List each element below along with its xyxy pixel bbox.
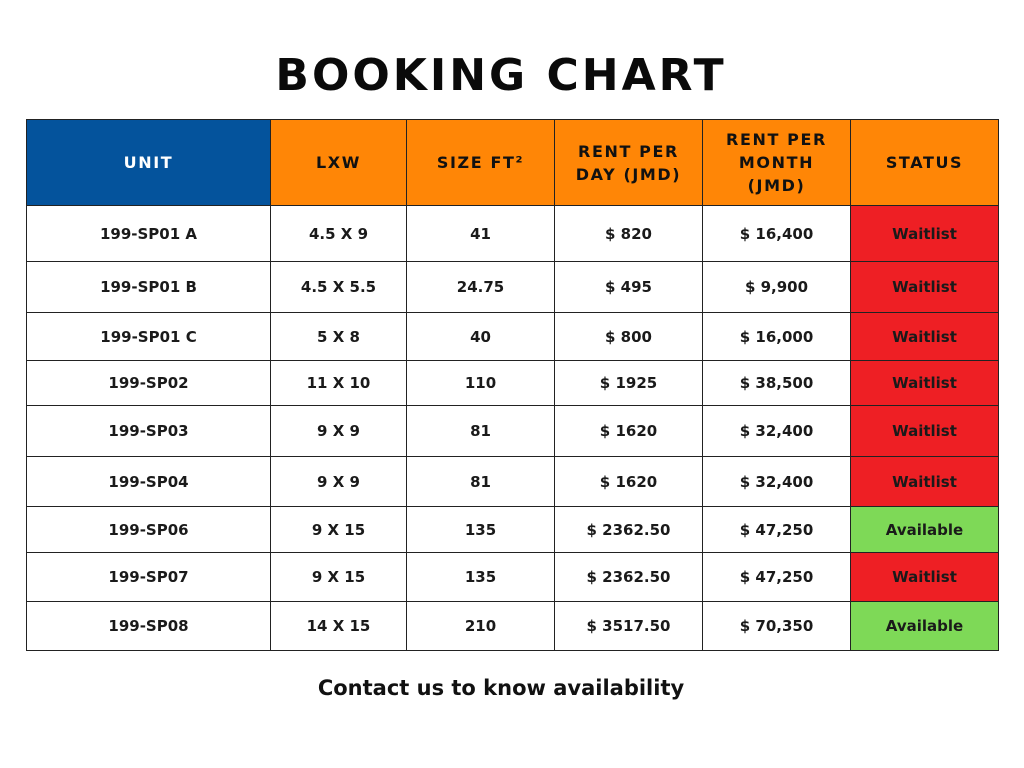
cell-rent-per-day: $ 2362.50	[555, 553, 703, 602]
header-rent-per-day: RENT PER DAY (JMD)	[555, 120, 703, 206]
table-row	[27, 553, 999, 602]
header-size: SIZE FT²	[407, 120, 555, 206]
cell-rent-per-month: $ 9,900	[703, 262, 851, 313]
cell-rent-per-day: $ 1620	[555, 457, 703, 507]
header-lxw: LXW	[271, 120, 407, 206]
status-badge: Waitlist	[851, 206, 999, 262]
cell-lxw: 4.5 X 5.5	[271, 262, 407, 313]
cell-rent-per-month: $ 16,400	[703, 206, 851, 262]
cell-size: 24.75	[407, 262, 555, 313]
table-row	[27, 361, 999, 406]
cell-size: 81	[407, 406, 555, 457]
table-row	[27, 602, 999, 651]
cell-lxw: 14 X 15	[271, 602, 407, 651]
table-row	[27, 313, 999, 361]
header-unit: UNIT	[27, 120, 271, 206]
cell-unit: 199-SP01 B	[27, 262, 271, 313]
cell-size: 81	[407, 457, 555, 507]
cell-rent-per-month: $ 38,500	[703, 361, 851, 406]
cell-size: 40	[407, 313, 555, 361]
cell-rent-per-day: $ 1620	[555, 406, 703, 457]
cell-lxw: 9 X 15	[271, 507, 407, 553]
cell-rent-per-month: $ 47,250	[703, 507, 851, 553]
cell-rent-per-day: $ 800	[555, 313, 703, 361]
cell-unit: 199-SP01 C	[27, 313, 271, 361]
status-badge: Waitlist	[851, 313, 999, 361]
cell-lxw: 9 X 15	[271, 553, 407, 602]
footer-note: Contact us to know availability	[317, 676, 685, 700]
cell-size: 41	[407, 206, 555, 262]
cell-rent-per-month: $ 16,000	[703, 313, 851, 361]
status-badge: Waitlist	[851, 406, 999, 457]
status-badge: Waitlist	[851, 457, 999, 507]
cell-rent-per-month: $ 47,250	[703, 553, 851, 602]
cell-rent-per-month: $ 70,350	[703, 602, 851, 651]
cell-lxw: 11 X 10	[271, 361, 407, 406]
page-title: BOOKING CHART	[275, 50, 727, 101]
cell-size: 135	[407, 507, 555, 553]
booking-table	[26, 119, 999, 651]
cell-lxw: 9 X 9	[271, 406, 407, 457]
status-badge: Waitlist	[851, 553, 999, 602]
cell-rent-per-day: $ 495	[555, 262, 703, 313]
table-row	[27, 206, 999, 262]
table-row	[27, 262, 999, 313]
status-badge: Waitlist	[851, 262, 999, 313]
status-badge: Available	[851, 507, 999, 553]
status-badge: Waitlist	[851, 361, 999, 406]
cell-rent-per-day: $ 1925	[555, 361, 703, 406]
cell-size: 210	[407, 602, 555, 651]
cell-size: 135	[407, 553, 555, 602]
table-row	[27, 406, 999, 457]
status-badge: Available	[851, 602, 999, 651]
table-row	[27, 507, 999, 553]
cell-unit: 199-SP04	[27, 457, 271, 507]
table-body	[27, 206, 999, 651]
cell-unit: 199-SP02	[27, 361, 271, 406]
cell-rent-per-month: $ 32,400	[703, 457, 851, 507]
cell-unit: 199-SP07	[27, 553, 271, 602]
cell-rent-per-month: $ 32,400	[703, 406, 851, 457]
header-status: STATUS	[851, 120, 999, 206]
cell-unit: 199-SP08	[27, 602, 271, 651]
cell-rent-per-day: $ 3517.50	[555, 602, 703, 651]
cell-size: 110	[407, 361, 555, 406]
table-row	[27, 457, 999, 507]
cell-rent-per-day: $ 820	[555, 206, 703, 262]
cell-unit: 199-SP01 A	[27, 206, 271, 262]
cell-lxw: 4.5 X 9	[271, 206, 407, 262]
cell-lxw: 9 X 9	[271, 457, 407, 507]
cell-rent-per-day: $ 2362.50	[555, 507, 703, 553]
header-rent-per-month: RENT PER MONTH (JMD)	[703, 120, 851, 206]
cell-lxw: 5 X 8	[271, 313, 407, 361]
cell-unit: 199-SP06	[27, 507, 271, 553]
cell-unit: 199-SP03	[27, 406, 271, 457]
table-header-row	[27, 120, 999, 206]
